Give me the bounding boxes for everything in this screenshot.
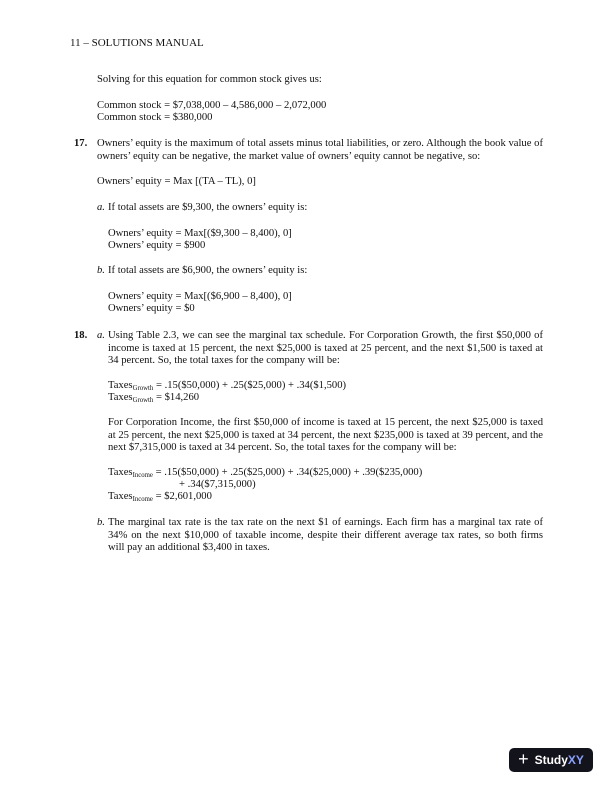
taxes-income-result: Taxes$_{Income}$ = $2,601,000 [108,491,212,503]
plus-icon: + [518,749,529,769]
corporation-income-text: For Corporation Income, the first $50,000 of income is taxed at 15 percent, the next $25,000 is taxed at 25 percent, the next $25,000 is taxed at 34 percent, the next $235,000 is taxed at 39 percent, and the next $7,315,000 is taxed at 34 percent. So, the total taxes for the company will be: [108,417,543,454]
part-17b-result: Owners’ equity = $0 [108,303,195,314]
part-18a-label: a. [97,330,105,341]
part-18b-label: b. [97,517,105,528]
page-header: 11 – SOLUTIONS MANUAL [70,37,204,49]
taxes-growth-result: Taxes$_{Growth}$ = $14,260 [108,392,200,404]
taxes-growth-equation: Taxes$_{Growth}$ = .15($50,000) + .25($25,000) + .34($1,500) [108,380,347,392]
intro-text: Solving for this equation for common stock gives us: [97,74,322,85]
studyxy-badge[interactable] [509,748,593,772]
part-18b-text: The marginal tax rate is the tax rate on the next $1 of earnings. Each firm has a marginal tax rate of 34% on the next $10,000 of taxable income, despite their different average tax rates, so both firms will pay an additional $3,400 in taxes. [108,517,543,554]
part-18a-text: Using Table 2.3, we can see the marginal tax schedule. For Corporation Growth, the first $50,000 of income is taxed at 15 percent, the next $25,000 is taxed at 25 percent, and the next $1,500 is taxed at 34 percent. So, the total taxes for the company will be: [108,330,543,367]
part-17a-equation: Owners’ equity = Max[($9,300 – 8,400), 0] [108,228,292,239]
taxes-income-equation: Taxes$_{Income}$ = .15($50,000) + .25($25,000) + .34($25,000) + .39($235,000) [108,467,423,479]
owners-equity-formula: Owners’ equity = Max [(TA – TL), 0] [97,176,256,187]
common-stock-result: Common stock = $380,000 [97,112,213,123]
part-17b-equation: Owners’ equity = Max[($6,900 – 8,400), 0] [108,291,292,302]
problem-17-number: 17. [74,138,88,149]
part-17b-label: b. [97,265,105,276]
part-17a-text: If total assets are $9,300, the owners’ equity is: [108,202,308,213]
problem-18-number: 18. [74,330,88,341]
problem-17-text: Owners’ equity is the maximum of total assets minus total liabilities, or zero. Although the book value of owners’ equity can be negative, the market value of owners’ equity cannot be negative, so: [97,138,543,162]
common-stock-equation: Common stock = $7,038,000 – 4,586,000 – 2,072,000 [97,100,327,111]
part-17a-result: Owners’ equity = $900 [108,240,206,251]
part-17b-text: If total assets are $6,900, the owners’ equity is: [108,265,308,276]
taxes-income-equation-continued: + .34($7,315,000) [179,479,256,490]
part-17a-label: a. [97,202,105,213]
studyxy-logo-text: StudyXY [534,752,584,767]
